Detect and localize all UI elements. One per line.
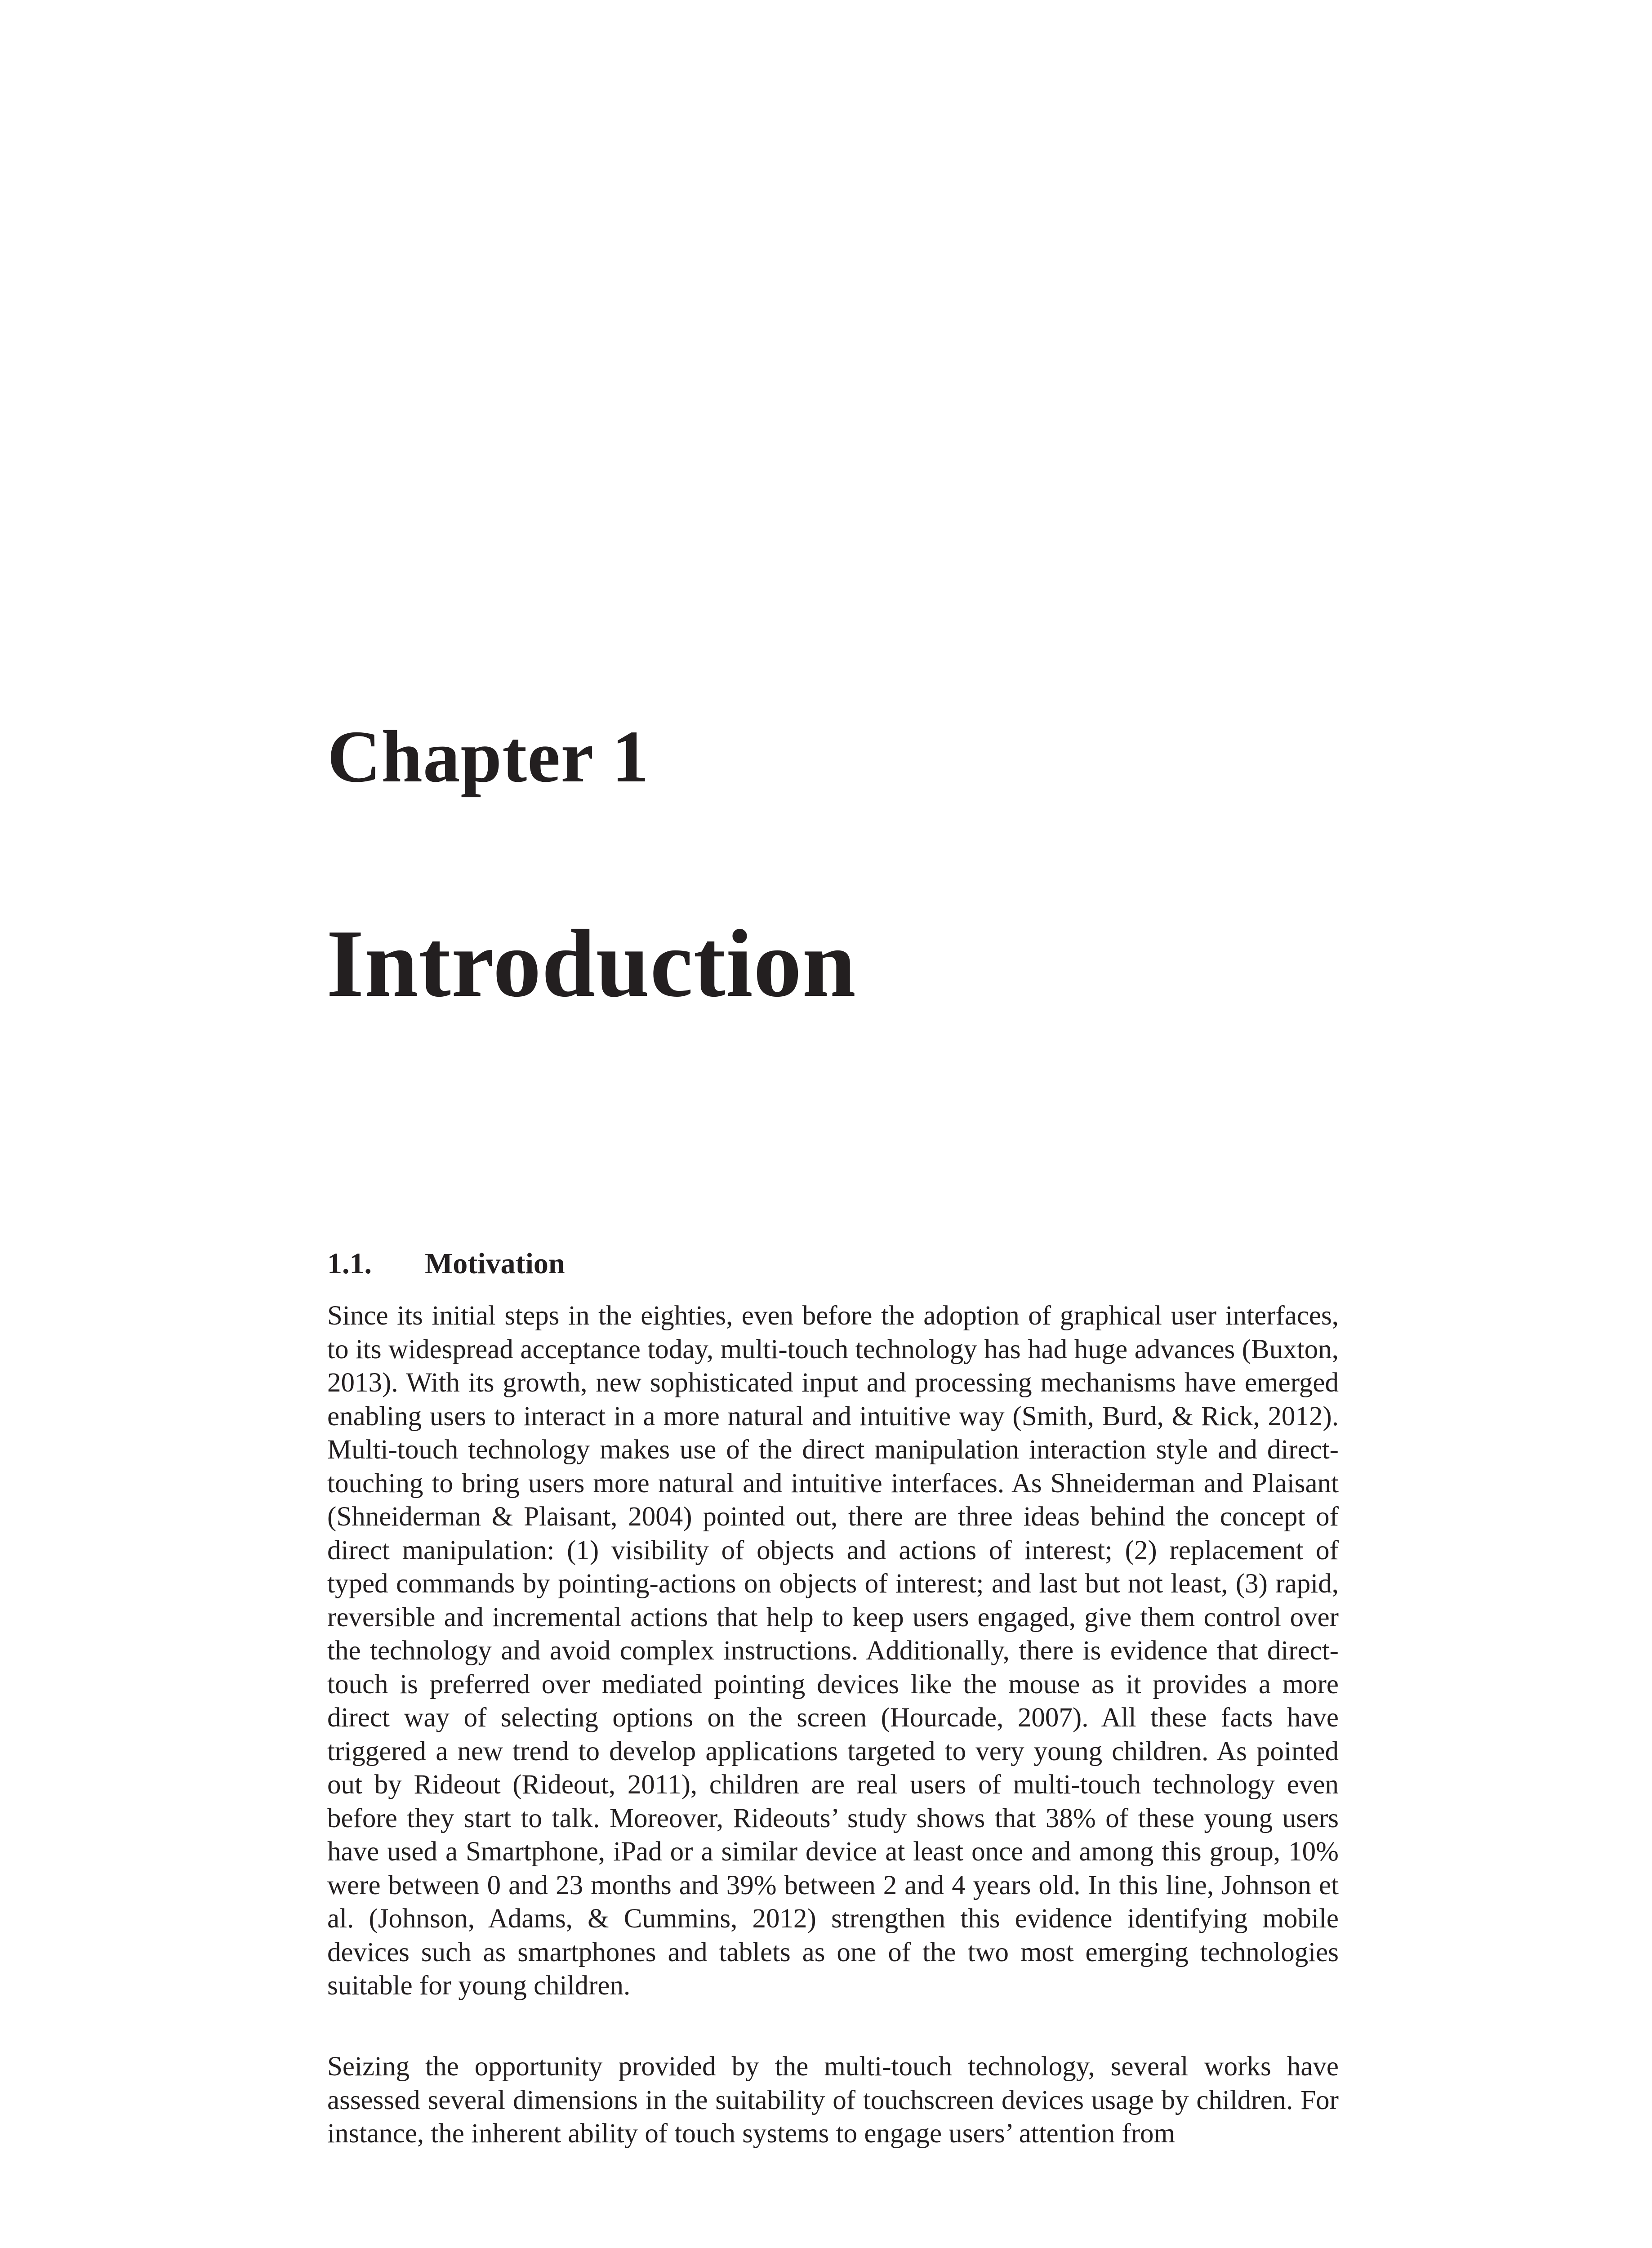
section-heading <box>327 1249 565 1279</box>
chapter-label: Chapter 1 <box>327 715 650 798</box>
body-paragraph: Since its initial steps in the eighties, even before the adoption of graphical user interfaces, to its widespread acceptance today, multi-touch technology has had huge advances (Buxton, 2013). With its growth, new sophisticated input and processing mechanisms have emerged enabling users to interact in a more natural and intuitive way (Smith, Burd, & Rick, 2012). Multi-touch technology makes use of the direct manipulation interaction style and direct-touching to bring users more natural and intuitive interfaces. As Shneiderman and Plaisant (Shneiderman & Plaisant, 2004) pointed out, there are three ideas behind the concept of direct manipulation: (1) visibility of objects and actions of interest; (2) replacement of typed commands by pointing-actions on objects of interest; and last but not least, (3) rapid, reversible and incremental actions that help to keep users engaged, give them control over the technology and avoid complex instructions. Additionally, there is evidence that direct-touch is preferred over mediated pointing devices like the mouse as it provides a more direct way of selecting options on the screen (Hourcade, 2007). All these facts have triggered a new trend to develop applications targeted to very young children. As pointed out by Rideout (Rideout, 2011), children are real users of multi-touch technology even before they start to talk. Moreover, Rideouts’ study shows that 38% of these young users have used a Smartphone, iPad or a similar device at least once and among this group, 10% were between 0 and 23 months and 39% between 2 and 4 years old. In this line, Johnson et al. (Johnson, Adams, & Cummins, 2012) strengthen this evidence identifying mobile devices such as smartphones and tablets as one of the two most emerging technologies suitable for young children. <box>327 1301 1339 2001</box>
section-number: 1.1. <box>327 1247 372 1280</box>
body-paragraph: Seizing the opportunity provided by the multi-touch technology, several works have assessed several dimensions in the suitability of touchscreen devices usage by children. For instance, the inherent ability of touch systems to engage users’ attention from <box>327 2052 1339 2149</box>
section-title: Motivation <box>425 1247 565 1280</box>
chapter-title: Introduction <box>326 910 856 1017</box>
